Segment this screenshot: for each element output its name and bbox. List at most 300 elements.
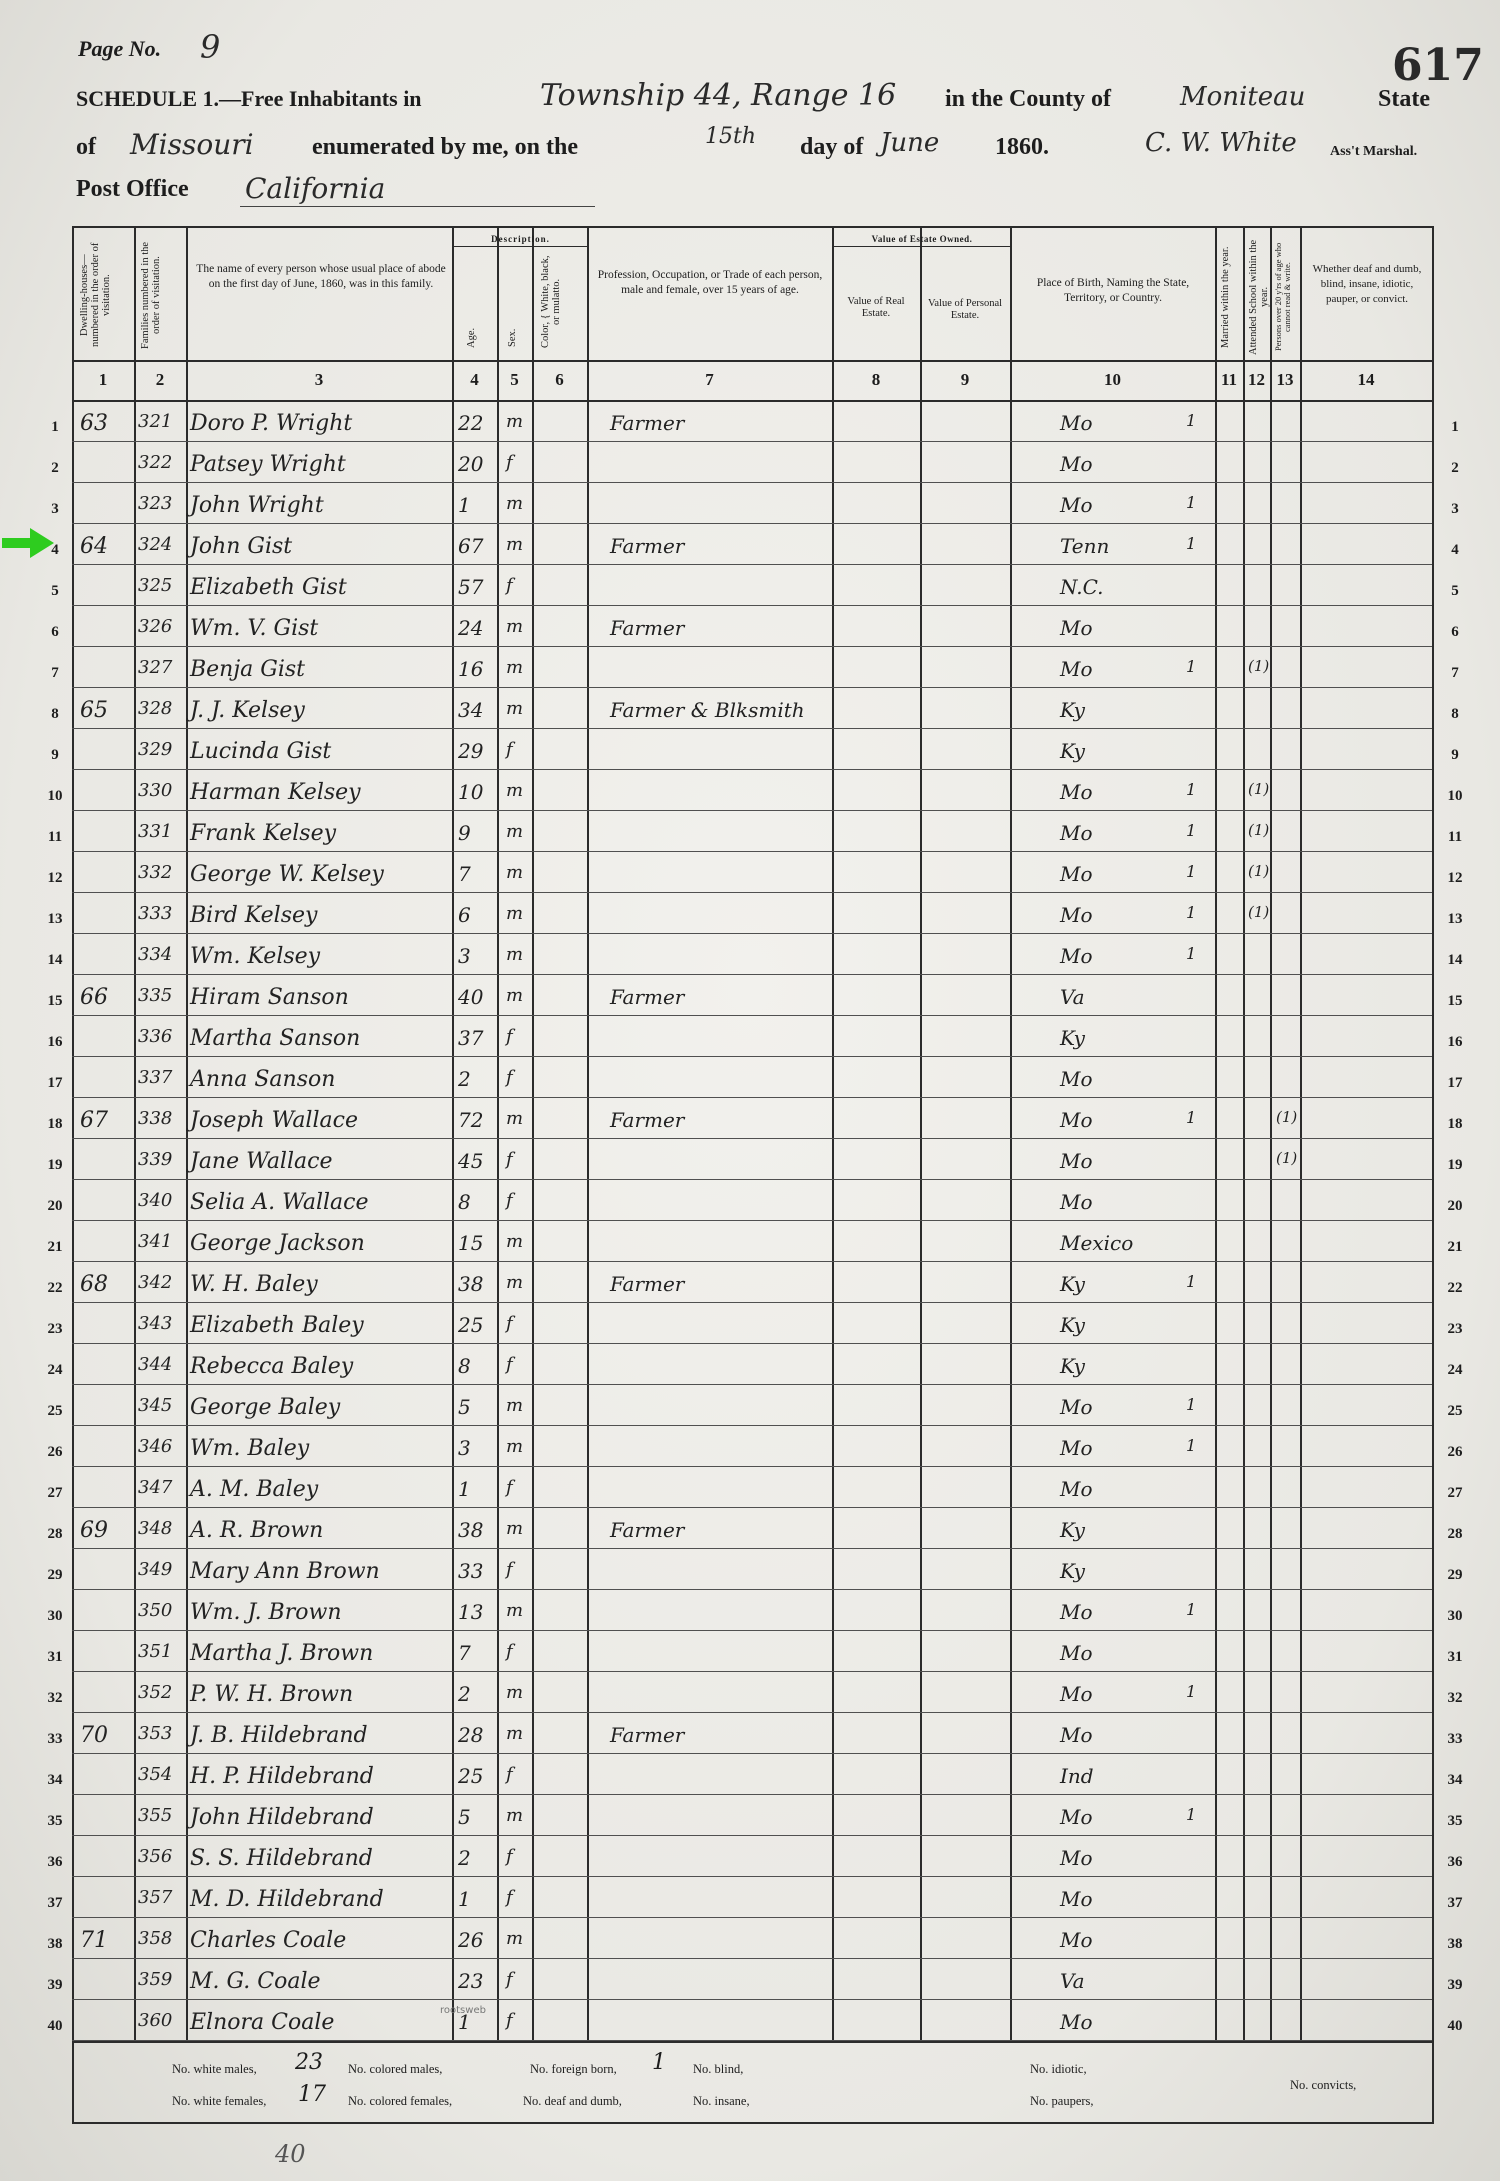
cell-family: 321	[138, 411, 173, 432]
cell-family: 358	[138, 1928, 173, 1949]
row-number: 3	[51, 501, 59, 517]
insane-label: No. insane,	[693, 2094, 750, 2108]
page-number: 9	[200, 28, 221, 66]
cell-birth: Tenn	[1060, 534, 1110, 558]
col-6-caption: Color, { White, black, or mulatto.	[540, 255, 562, 349]
row-number: 7	[51, 665, 59, 681]
cell-family: 352	[138, 1682, 173, 1703]
row-rule	[72, 1794, 1432, 1795]
row-number: 12	[1447, 870, 1463, 886]
row-number: 29	[47, 1567, 63, 1583]
cell-sex: m	[506, 780, 524, 801]
cell-occupation: Farmer	[610, 616, 685, 640]
cell-name: Wm. Kelsey	[190, 944, 321, 969]
row-rule	[72, 564, 1432, 565]
cell-sex: f	[506, 452, 513, 473]
column-divider	[587, 226, 589, 2041]
col-13-caption: Persons over 20 y'rs of age who cannot read & write.	[1273, 242, 1292, 352]
row-rule	[72, 482, 1432, 483]
row-number: 18	[1447, 1116, 1463, 1132]
row-number: 35	[1447, 1813, 1463, 1829]
cell-sex: m	[506, 534, 524, 555]
cell-sex: m	[506, 1518, 524, 1539]
cell-sex: m	[506, 985, 524, 1006]
cell-family: 357	[138, 1887, 173, 1908]
col-number: 12	[1248, 370, 1265, 389]
estate-group-header: Value of Estate Owned.	[871, 234, 973, 244]
column-divider	[134, 226, 136, 2041]
cell-age: 1	[458, 1887, 471, 1911]
col-number: 9	[960, 370, 970, 389]
col-number: 4	[470, 370, 479, 389]
corner-number: 617	[1392, 40, 1484, 91]
cell-occupation: Farmer	[610, 1108, 685, 1132]
cell-age: 67	[458, 534, 484, 558]
cell-age: 33	[458, 1559, 484, 1583]
cell-dwelling: 71	[80, 1928, 108, 1953]
cell-sex: f	[506, 1887, 513, 1908]
cell-c12: (1)	[1248, 903, 1270, 921]
cell-birth: Ky	[1060, 739, 1085, 763]
cell-occupation: Farmer	[610, 1723, 685, 1747]
cell-birth: Mo	[1060, 1805, 1093, 1829]
cell-age: 6	[458, 903, 471, 927]
cell-family: 330	[138, 780, 173, 801]
idiotic-label: No. idiotic,	[1030, 2062, 1087, 2076]
row-number: 36	[47, 1854, 63, 1870]
column-divider	[1270, 226, 1272, 2041]
cell-c11: 1	[1186, 411, 1197, 430]
cell-birth: Va	[1060, 985, 1085, 1009]
row-number: 11	[1447, 829, 1463, 845]
cell-c11: 1	[1186, 1805, 1197, 1824]
cell-age: 57	[458, 575, 484, 599]
white-females-label: No. white females,	[172, 2094, 267, 2108]
cell-age: 2	[458, 1846, 471, 1870]
row-number: 32	[47, 1690, 63, 1706]
cell-family: 355	[138, 1805, 173, 1826]
cell-age: 2	[458, 1682, 471, 1706]
cell-c11: 1	[1186, 1108, 1197, 1127]
cell-name: Charles Coale	[190, 1928, 347, 1953]
cell-birth: Mo	[1060, 1067, 1093, 1091]
row-number: 8	[1451, 706, 1459, 722]
cell-sex: f	[506, 1764, 513, 1785]
col-number: 5	[510, 370, 519, 389]
cell-name: Wm. J. Brown	[190, 1600, 342, 1625]
row-number: 4	[1451, 542, 1459, 558]
row-rule	[72, 1220, 1432, 1221]
row-rule	[72, 1589, 1432, 1590]
row-number: 27	[1447, 1485, 1463, 1501]
cell-sex: m	[506, 1272, 524, 1293]
row-rule	[72, 2040, 1432, 2041]
cell-age: 45	[458, 1149, 484, 1173]
convicts-label: No. convicts,	[1290, 2078, 1357, 2092]
cell-occupation: Farmer	[610, 534, 685, 558]
footer-bottom-rule	[72, 2122, 1434, 2124]
cell-c11: 1	[1186, 780, 1197, 799]
cell-age: 72	[458, 1108, 484, 1132]
cell-age: 13	[458, 1600, 484, 1624]
cell-age: 34	[458, 698, 484, 722]
cell-birth: Ky	[1060, 1354, 1085, 1378]
col-14-caption: Whether deaf and dumb, blind, insane, idiotic, pauper, or convict.	[1312, 263, 1422, 305]
row-number: 38	[1447, 1936, 1463, 1952]
cell-name: Elizabeth Baley	[190, 1313, 364, 1338]
cell-family: 333	[138, 903, 173, 924]
row-rule	[72, 810, 1432, 811]
description-group-header: Description.	[491, 234, 550, 244]
cell-family: 351	[138, 1641, 173, 1662]
row-number: 30	[47, 1608, 63, 1624]
row-number: 9	[51, 747, 59, 763]
cell-sex: f	[506, 1846, 513, 1867]
white-females-count: 17	[298, 2082, 326, 2107]
cell-age: 22	[458, 411, 484, 435]
cell-age: 25	[458, 1764, 484, 1788]
row-rule	[72, 1015, 1432, 1016]
marshal-name: C. W. White	[1145, 128, 1297, 158]
row-rule	[72, 1999, 1432, 2000]
cell-family: 350	[138, 1600, 173, 1621]
cell-family: 336	[138, 1026, 173, 1047]
deaf-dumb-label: No. deaf and dumb,	[523, 2094, 622, 2108]
county: Moniteau	[1180, 82, 1306, 112]
cell-name: Benja Gist	[190, 657, 306, 682]
cell-family: 353	[138, 1723, 173, 1744]
cell-name: Martha J. Brown	[190, 1641, 374, 1666]
cell-family: 327	[138, 657, 173, 678]
cell-birth: Mo	[1060, 862, 1093, 886]
row-rule	[72, 892, 1432, 893]
cell-name: John Gist	[190, 534, 293, 559]
cell-family: 324	[138, 534, 173, 555]
cell-occupation: Farmer	[610, 411, 685, 435]
cell-c11: 1	[1186, 1272, 1197, 1291]
cell-name: Wm. Baley	[190, 1436, 310, 1461]
cell-family: 322	[138, 452, 173, 473]
row-number: 6	[51, 624, 59, 640]
enumeration-year: 1860.	[995, 134, 1049, 160]
row-rule	[72, 1056, 1432, 1057]
row-number: 36	[1447, 1854, 1463, 1870]
foreign-born-label: No. foreign born,	[530, 2062, 617, 2076]
column-divider	[1300, 226, 1302, 2041]
row-number: 2	[1451, 460, 1459, 476]
cell-c12: (1)	[1248, 657, 1270, 675]
cell-c11: 1	[1186, 944, 1197, 963]
cell-family: 347	[138, 1477, 173, 1498]
row-number: 38	[47, 1936, 63, 1952]
township: Township 44, Range 16	[540, 78, 897, 113]
cell-birth: Ky	[1060, 1272, 1085, 1296]
cell-age: 3	[458, 1436, 471, 1460]
cell-dwelling: 63	[80, 411, 108, 436]
cell-family: 342	[138, 1272, 173, 1293]
row-number: 39	[1447, 1977, 1463, 1993]
cell-family: 338	[138, 1108, 173, 1129]
cell-c11: 1	[1186, 657, 1197, 676]
col-10-caption: Place of Birth, Naming the State, Territory, or Country.	[1036, 277, 1190, 304]
cell-family: 344	[138, 1354, 173, 1375]
col-1-caption: Dwelling-houses— numbered in the order of visitation.	[79, 242, 112, 348]
cell-name: Bird Kelsey	[190, 903, 318, 928]
cell-birth: Mo	[1060, 1641, 1093, 1665]
enumeration-day: 15th	[705, 124, 757, 149]
cell-family: 360	[138, 2010, 173, 2031]
cell-age: 3	[458, 944, 471, 968]
cell-birth: Mo	[1060, 903, 1093, 927]
row-number: 21	[47, 1239, 63, 1255]
cell-birth: Ky	[1060, 1313, 1085, 1337]
cell-family: 328	[138, 698, 173, 719]
row-number: 6	[1451, 624, 1459, 640]
row-number: 23	[47, 1321, 63, 1337]
cell-sex: m	[506, 1436, 524, 1457]
row-number: 13	[47, 911, 63, 927]
column-divider	[1243, 226, 1245, 2041]
cell-sex: m	[506, 821, 524, 842]
row-number: 16	[1447, 1034, 1463, 1050]
cell-birth: Mo	[1060, 1928, 1093, 1952]
cell-birth: Ky	[1060, 1559, 1085, 1583]
cell-birth: Mo	[1060, 780, 1093, 804]
col-number: 10	[1104, 370, 1121, 389]
row-number: 11	[47, 829, 63, 845]
row-number: 20	[1447, 1198, 1463, 1214]
cell-birth: Mo	[1060, 493, 1093, 517]
row-number: 32	[1447, 1690, 1463, 1706]
bottom-note: 40	[275, 2140, 306, 2168]
row-rule	[72, 1466, 1432, 1467]
cell-name: A. R. Brown	[190, 1518, 324, 1543]
col-8-caption: Value of Real Estate.	[847, 296, 905, 319]
cell-birth: Mo	[1060, 452, 1093, 476]
table-top-rule	[72, 226, 1434, 228]
cell-age: 7	[458, 1641, 471, 1665]
row-number: 14	[1447, 952, 1463, 968]
cell-c11: 1	[1186, 1395, 1197, 1414]
cell-birth: Mo	[1060, 616, 1093, 640]
row-number: 1	[1451, 419, 1459, 435]
cell-age: 29	[458, 739, 484, 763]
row-number: 31	[1447, 1649, 1463, 1665]
cell-birth: Mo	[1060, 1149, 1093, 1173]
cell-name: W. H. Baley	[190, 1272, 318, 1297]
row-rule	[72, 1548, 1432, 1549]
cell-sex: f	[506, 1641, 513, 1662]
cell-age: 1	[458, 1477, 471, 1501]
cell-c13: (1)	[1276, 1108, 1298, 1126]
cell-occupation: Farmer	[610, 1518, 685, 1542]
row-number: 22	[1447, 1280, 1463, 1296]
cell-age: 25	[458, 1313, 484, 1337]
cell-c11: 1	[1186, 821, 1197, 840]
cell-c11: 1	[1186, 1600, 1197, 1619]
cell-birth: Mo	[1060, 1436, 1093, 1460]
cell-family: 335	[138, 985, 173, 1006]
cell-birth: Ind	[1060, 1764, 1094, 1788]
row-number: 5	[51, 583, 59, 599]
cell-family: 349	[138, 1559, 173, 1580]
row-number: 25	[47, 1403, 63, 1419]
cell-sex: m	[506, 862, 524, 883]
cell-name: J. B. Hildebrand	[190, 1723, 368, 1748]
cell-c13: (1)	[1276, 1149, 1298, 1167]
cell-name: M. D. Hildebrand	[190, 1887, 384, 1912]
cell-birth: Ky	[1060, 1518, 1085, 1542]
cell-family: 356	[138, 1846, 173, 1867]
cell-name: P. W. H. Brown	[190, 1682, 354, 1707]
row-rule	[72, 1302, 1432, 1303]
row-number: 23	[1447, 1321, 1463, 1337]
cell-c11: 1	[1186, 493, 1197, 512]
cell-sex: m	[506, 1600, 524, 1621]
cell-age: 15	[458, 1231, 484, 1255]
cell-birth: Mo	[1060, 944, 1093, 968]
cell-age: 16	[458, 657, 484, 681]
row-rule	[72, 933, 1432, 934]
col-5-caption: Sex.	[507, 328, 518, 348]
cell-birth: N.C.	[1060, 575, 1104, 599]
row-rule	[72, 1671, 1432, 1672]
cell-c12: (1)	[1248, 821, 1270, 839]
cell-age: 38	[458, 1518, 484, 1542]
cell-sex: m	[506, 1108, 524, 1129]
row-rule	[72, 769, 1432, 770]
row-number: 34	[1447, 1772, 1463, 1788]
column-number-top-rule	[72, 360, 1434, 362]
row-number: 26	[1447, 1444, 1463, 1460]
row-rule	[72, 1753, 1432, 1754]
enumerated-label: enumerated by me, on the	[312, 134, 578, 160]
cell-sex: m	[506, 1231, 524, 1252]
cell-occupation: Farmer & Blksmith	[610, 698, 805, 722]
cell-dwelling: 67	[80, 1108, 108, 1133]
col-number: 7	[705, 370, 714, 389]
col-9-caption: Value of Personal Estate.	[927, 298, 1003, 321]
row-number: 35	[47, 1813, 63, 1829]
row-number: 3	[1451, 501, 1459, 517]
cell-name: Frank Kelsey	[190, 821, 337, 846]
cell-family: 331	[138, 821, 173, 842]
col-number: 1	[98, 370, 108, 389]
watermark: rootsweb	[440, 2005, 486, 2016]
cell-c11: 1	[1186, 862, 1197, 881]
column-divider	[452, 226, 454, 2041]
cell-age: 24	[458, 616, 484, 640]
row-number: 37	[1447, 1895, 1463, 1911]
row-number: 20	[47, 1198, 63, 1214]
row-number: 4	[51, 542, 59, 558]
cell-sex: m	[506, 1928, 524, 1949]
row-number: 10	[1447, 788, 1463, 804]
row-number: 40	[47, 2018, 63, 2034]
cell-age: 10	[458, 780, 484, 804]
row-number: 33	[1447, 1731, 1463, 1747]
cell-birth: Ky	[1060, 1026, 1085, 1050]
cell-c11: 1	[1186, 1436, 1197, 1455]
cell-name: Elnora Coale	[190, 2010, 335, 2035]
cell-occupation: Farmer	[610, 985, 685, 1009]
cell-sex: m	[506, 1805, 524, 1826]
cell-name: H. P. Hildebrand	[190, 1764, 374, 1789]
row-number: 15	[1447, 993, 1463, 1009]
post-office: California	[245, 172, 386, 205]
cell-birth: Mo	[1060, 411, 1093, 435]
column-divider	[832, 226, 834, 2041]
row-rule	[72, 728, 1432, 729]
marshal-label: Ass't Marshal.	[1330, 144, 1418, 159]
cell-family: 334	[138, 944, 173, 965]
cell-sex: f	[506, 1026, 513, 1047]
green-arrow-icon	[2, 528, 54, 558]
white-males-count: 23	[295, 2050, 323, 2075]
cell-age: 23	[458, 1969, 484, 1993]
cell-family: 326	[138, 616, 173, 637]
row-number: 9	[1451, 747, 1459, 763]
row-rule	[72, 687, 1432, 688]
cell-birth: Mo	[1060, 1887, 1093, 1911]
cell-sex: f	[506, 739, 513, 760]
cell-birth: Mo	[1060, 657, 1093, 681]
column-divider	[72, 226, 74, 2122]
row-rule	[72, 1138, 1432, 1139]
col-number: 2	[155, 370, 165, 389]
row-number: 15	[47, 993, 63, 1009]
row-number: 28	[1447, 1526, 1463, 1542]
cell-birth: Mo	[1060, 1190, 1093, 1214]
cell-name: Patsey Wright	[190, 452, 346, 477]
row-number: 7	[1451, 665, 1459, 681]
county-label: in the County of	[945, 86, 1112, 112]
cell-sex: f	[506, 1313, 513, 1334]
cell-name: Jane Wallace	[190, 1149, 333, 1174]
column-divider	[1432, 226, 1434, 2122]
cell-family: 337	[138, 1067, 173, 1088]
cell-name: Selia A. Wallace	[190, 1190, 369, 1215]
cell-age: 5	[458, 1395, 471, 1419]
row-number: 2	[51, 460, 59, 476]
cell-c12: (1)	[1248, 780, 1270, 798]
cell-sex: m	[506, 944, 524, 965]
cell-sex: m	[506, 1682, 524, 1703]
cell-birth: Mo	[1060, 1108, 1093, 1132]
col-number: 11	[1220, 370, 1238, 389]
cell-sex: m	[506, 616, 524, 637]
row-number: 22	[47, 1280, 63, 1296]
col-7-caption: Profession, Occupation, or Trade of each person, male and female, over 15 years of age.	[597, 269, 823, 296]
cell-age: 26	[458, 1928, 484, 1952]
cell-name: Wm. V. Gist	[190, 616, 319, 641]
cell-name: M. G. Coale	[190, 1969, 321, 1994]
row-rule	[72, 974, 1432, 975]
row-rule	[72, 523, 1432, 524]
cell-age: 5	[458, 1805, 471, 1829]
row-number: 25	[1447, 1403, 1463, 1419]
cell-name: Doro P. Wright	[190, 411, 353, 436]
column-divider	[186, 226, 188, 2041]
cell-name: Hiram Sanson	[190, 985, 349, 1010]
cell-sex: f	[506, 1067, 513, 1088]
blind-label: No. blind,	[693, 2062, 744, 2076]
row-rule	[72, 851, 1432, 852]
cell-name: John Hildebrand	[190, 1805, 374, 1830]
row-number: 18	[47, 1116, 63, 1132]
table-bottom-rule	[72, 2041, 1434, 2043]
cell-age: 9	[458, 821, 471, 845]
